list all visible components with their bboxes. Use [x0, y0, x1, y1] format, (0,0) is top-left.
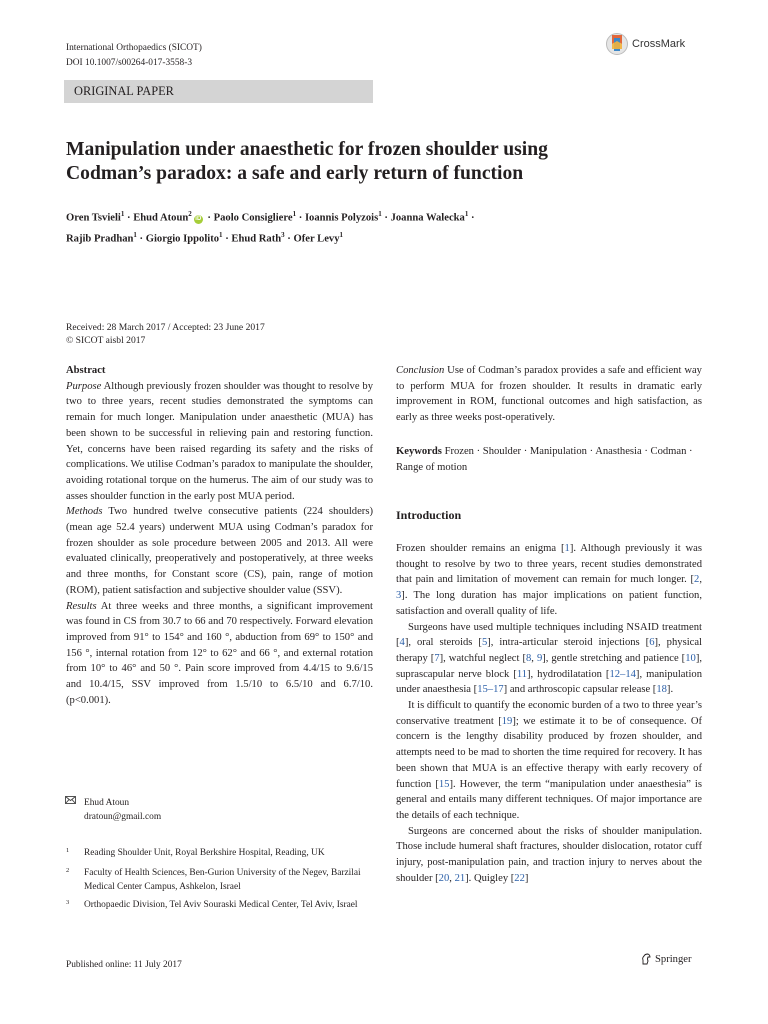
publisher-logo — [640, 953, 691, 965]
introduction-body — [396, 541, 702, 886]
received-accepted: Received: 28 March 2017 / Accepted: 23 June 2017 — [66, 322, 265, 333]
citation-link[interactable]: 9 — [536, 652, 543, 664]
author-affiliation: 3 — [281, 230, 285, 239]
journal-name: International Orthopaedics (SICOT) — [66, 43, 202, 53]
springer-horse-icon — [640, 953, 652, 965]
intro-text: ] and arthroscopic capsular release [ — [503, 684, 657, 696]
intro-paragraph-2: Surgeons have used multiple techniques including NSAID treatment [4], oral steroids [5], intra-articular steroid injections [6], physical therapy [7], watchful neglect [8, 9], gentle stretching and patience [10], suprascapular nerve block [11], hydrodilatation [12–14], manipulation under anaesthesia [15–17] and arthroscopic capsular release [18]. — [396, 621, 702, 696]
intro-paragraph-3 — [396, 698, 702, 824]
intro-text: ], gentle stretching and patience [ — [542, 652, 686, 664]
intro-text: ]. Quigley [ — [465, 872, 515, 884]
intro-text: Frozen shoulder remains an enigma [ — [396, 543, 565, 554]
introduction-heading: Introduction — [396, 508, 462, 522]
correspondence-name: Ehud Atoun — [84, 798, 130, 808]
author-name[interactable]: Paolo Consigliere — [213, 212, 293, 224]
abstract-purpose — [66, 379, 373, 505]
keywords-label: Keywords — [396, 446, 442, 457]
citation-link[interactable]: 7 — [434, 652, 440, 664]
affiliation-text: Orthopaedic Division, Tel Aviv Souraski Medical Center, Tel Aviv, Israel — [84, 900, 358, 910]
citation-link[interactable]: 12–14 — [609, 668, 636, 680]
title-line-2: Codman’s paradox: a safe and early return of function — [66, 163, 524, 184]
author-name[interactable]: Joanna Walecka — [390, 212, 465, 224]
affiliation-number: 3 — [66, 899, 70, 906]
conclusion-text: Use of Codman’s paradox provides a safe and efficient way to perform MUA for frozen shoulder. It results in dramatic early improvement in ROM, functional outcomes and high satisfaction, as early as three weeks post-operatively. — [396, 365, 702, 424]
author-affiliation: 1 — [219, 230, 223, 239]
intro-text: ]. However, the term “manipulation under anaesthesia” is general and entails many different techniques. Of major importance are the details of each technique. — [396, 778, 702, 821]
results-text: At three weeks and three months, a significant improvement was found in CS from 30.7 to 66 and 70 respectively. Forward elevation improved from 91° to 154° and 160 °, abduction from 69° to 150° and 156 °, internal rotation from 12° to 62° and 66 °, and external rotation from 10° to 46° and 50 °. Pain score improved from 4.4/15 to 9.6/15 and 10.4/15, SSV improved from 1.5/10 to 6.5/10 and 6.7/10. (p<0.001). — [66, 600, 373, 706]
abstract — [66, 363, 373, 708]
article-title — [66, 138, 626, 186]
citation-link[interactable]: 15–17 — [477, 684, 504, 696]
author-affiliation: 1 — [339, 230, 343, 239]
conclusion-label: Conclusion — [396, 365, 445, 376]
author-affiliation: 1 — [133, 230, 137, 239]
copyright: © SICOT aisbl 2017 — [66, 335, 146, 346]
citation-link[interactable]: 2 — [694, 574, 700, 586]
affiliation-1 — [66, 846, 366, 860]
intro-text: ], physical therapy [ — [396, 637, 702, 664]
intro-text: Surgeons have used multiple techniques including NSAID treatment [ — [396, 621, 702, 649]
citation-link[interactable]: 20 — [438, 872, 450, 884]
citation-link[interactable]: 3 — [396, 590, 402, 602]
intro-text: ], intra-articular steroid injections [ — [487, 637, 650, 649]
doi[interactable]: DOI 10.1007/s00264-017-3558-3 — [66, 58, 193, 68]
citation-link[interactable]: 19 — [501, 715, 513, 727]
citation-link[interactable]: 10 — [685, 652, 696, 664]
author-affiliation: 2 — [188, 210, 192, 218]
orcid-icon[interactable]: iD — [195, 215, 202, 222]
intro-text: ], suprascapular nerve block [ — [396, 652, 702, 680]
author-affiliation: 1 — [378, 210, 382, 218]
citation-link[interactable]: 8 — [525, 652, 532, 664]
published-date: Published online: 11 July 2017 — [66, 960, 182, 970]
author-name[interactable]: Ofer Levy — [293, 233, 340, 245]
citation-link[interactable]: 21 — [454, 872, 466, 884]
citation-link[interactable]: 4 — [399, 637, 405, 649]
citation-link[interactable]: 11 — [516, 668, 528, 680]
methods-text: Two hundred twelve consecutive patients (224 shoulders) (mean age 52.4 years) underwent MUA using Codman’s paradox for frozen shoulder as sole procedure between 2005 and 2013. All were evaluated clinically, preoperatively and postoperatively, at three weeks and three months, for Constant score (CS), pain, range of motion (ROM), patient satisfaction and subjective shoulder value (SSV). — [66, 506, 373, 596]
affiliation-text: Faculty of Health Sciences, Ben-Gurion University of the Negev, Barzilai Medical Center Campus, Ashkelon, Israel — [84, 868, 361, 892]
author-name[interactable]: Oren Tsvieli — [66, 212, 121, 224]
methods-label: Methods — [66, 506, 103, 518]
intro-text: ]. — [666, 684, 674, 696]
abstract-results — [66, 599, 373, 709]
author-name[interactable]: Ioannis Polyzois — [304, 212, 379, 224]
publisher-name: Springer — [655, 953, 692, 965]
correspondence — [66, 796, 161, 824]
keywords — [396, 444, 702, 475]
affiliation-number: 1 — [66, 847, 70, 854]
envelope-icon — [65, 796, 76, 804]
correspondence-email[interactable]: dratoun@gmail.com — [84, 812, 162, 822]
title-line-1: Manipulation under anaesthetic for frozen shoulder using — [66, 139, 548, 160]
author-affiliation: 1 — [120, 210, 125, 218]
article-dates — [66, 321, 265, 347]
citation-link[interactable]: 22 — [514, 872, 525, 884]
affiliation-2 — [66, 866, 366, 894]
intro-paragraph-4: Surgeons are concerned about the risks of shoulder manipulation. Those include humeral shaft fractures, shoulder dislocation, rotator cuff injury, post-manipulation pain, and traction injury to nerves about the shoulder [20, 21]. Quigley [22] — [396, 825, 702, 884]
affiliation-number: 2 — [66, 867, 70, 874]
results-label: Results — [66, 600, 97, 612]
citation-link[interactable]: 18 — [656, 684, 667, 696]
author-affiliation: 1 — [292, 210, 297, 218]
crossmark-label: CrossMark — [632, 38, 686, 50]
keywords-text: Frozen · Shoulder · Manipulation · Anasthesia · Codman · Range of motion — [396, 446, 693, 473]
intro-text: ], manipulation under anaesthesia [ — [396, 668, 702, 696]
author-name[interactable]: Giorgio Ippolito — [145, 233, 220, 245]
purpose-label: Purpose — [66, 380, 102, 392]
article-type-banner: ORIGINAL PAPER — [64, 80, 373, 103]
purpose-text: Although previously frozen shoulder was thought to resolve by two to three years, recent studies demonstrated the symptoms can remain for much longer. Manipulation under anaesthetic (MUA) has been shown to be successful in relieving pain and restoring function. Yet, concerns have been raised regarding its safety and the risks of complications. We utilise Codman’s paradox to manipulate the shoulder, avoiding rotational torque on the humerus. The aim of our study was to asses shoulder function in the early post MUA period. — [66, 380, 373, 502]
intro-text: ]. Although previously it was thought to resolve by two to three years, recent studies demonstrated that pain and limitation of movement can remain for much longer. [ — [396, 543, 703, 586]
abstract-methods — [66, 504, 373, 598]
citation-link[interactable]: 1 — [564, 543, 570, 554]
crossmark-badge[interactable] — [606, 32, 685, 56]
author-name[interactable]: Rajib Pradhan — [66, 233, 134, 245]
intro-text: ]. The long duration has major implications on patient function, satisfaction and overall quality of life. — [396, 590, 702, 617]
author-name[interactable]: Ehud Atoun — [133, 212, 189, 224]
intro-text: ], oral steroids [ — [404, 637, 482, 649]
affiliation-3 — [66, 898, 366, 912]
intro-text: ]; we estimate it to be of consequence. Of concern is the lengthy disability produced by frozen shoulder, and attempts need to be mad to shorten the time required for recovery. It has been shown that MUA is an effective therapy with early recovery of function [ — [396, 715, 702, 790]
affiliation-text: Reading Shoulder Unit, Royal Berkshire Hospital, Reading, UK — [84, 848, 325, 858]
intro-text: ], watchful neglect [ — [439, 652, 526, 664]
crossmark-icon — [606, 32, 628, 56]
author-affiliation: 1 — [464, 210, 469, 218]
author-list: Oren Tsvieli$^1$ · Ehud Atoun$^2$iD · Paolo Consigliere$^1$ · Ioannis Polyzois$^1$ · Joanna Walecka$^1$ · Rajib Pradhan$^1$ · Giorgio Ippolito$^1$ · Ehud Rath$^3$ · Ofer Levy$^1$ — [66, 210, 475, 245]
intro-paragraph-1: Frozen shoulder remains an enigma [1]. Although previously it was thought to resolve by two to three years, recent studies demonstrated that pain and limitation of movement can remain for much longer. [2, 3]. The long duration has major implications on patient function, satisfaction and overall quality of life. — [396, 543, 703, 617]
abstract-heading: Abstract — [66, 365, 106, 376]
citation-link[interactable]: 15 — [438, 778, 450, 790]
intro-text: Surgeons are concerned about the risks of shoulder manipulation. Those include humeral shaft fractures, shoulder dislocation, rotator cuff injury, post-manipulation pain, and traction injury to nerves about the shoulder [ — [396, 825, 702, 884]
citation-link[interactable]: 6 — [649, 637, 655, 649]
citation-link[interactable]: 5 — [481, 637, 488, 649]
author-name[interactable]: Ehud Rath — [231, 233, 282, 245]
abstract-conclusion — [396, 363, 702, 426]
intro-text: It is difficult to quantify the economic burden of a two to three year’s conservative treatment [ — [396, 700, 702, 727]
intro-text: ], hydrodilatation [ — [527, 668, 610, 680]
